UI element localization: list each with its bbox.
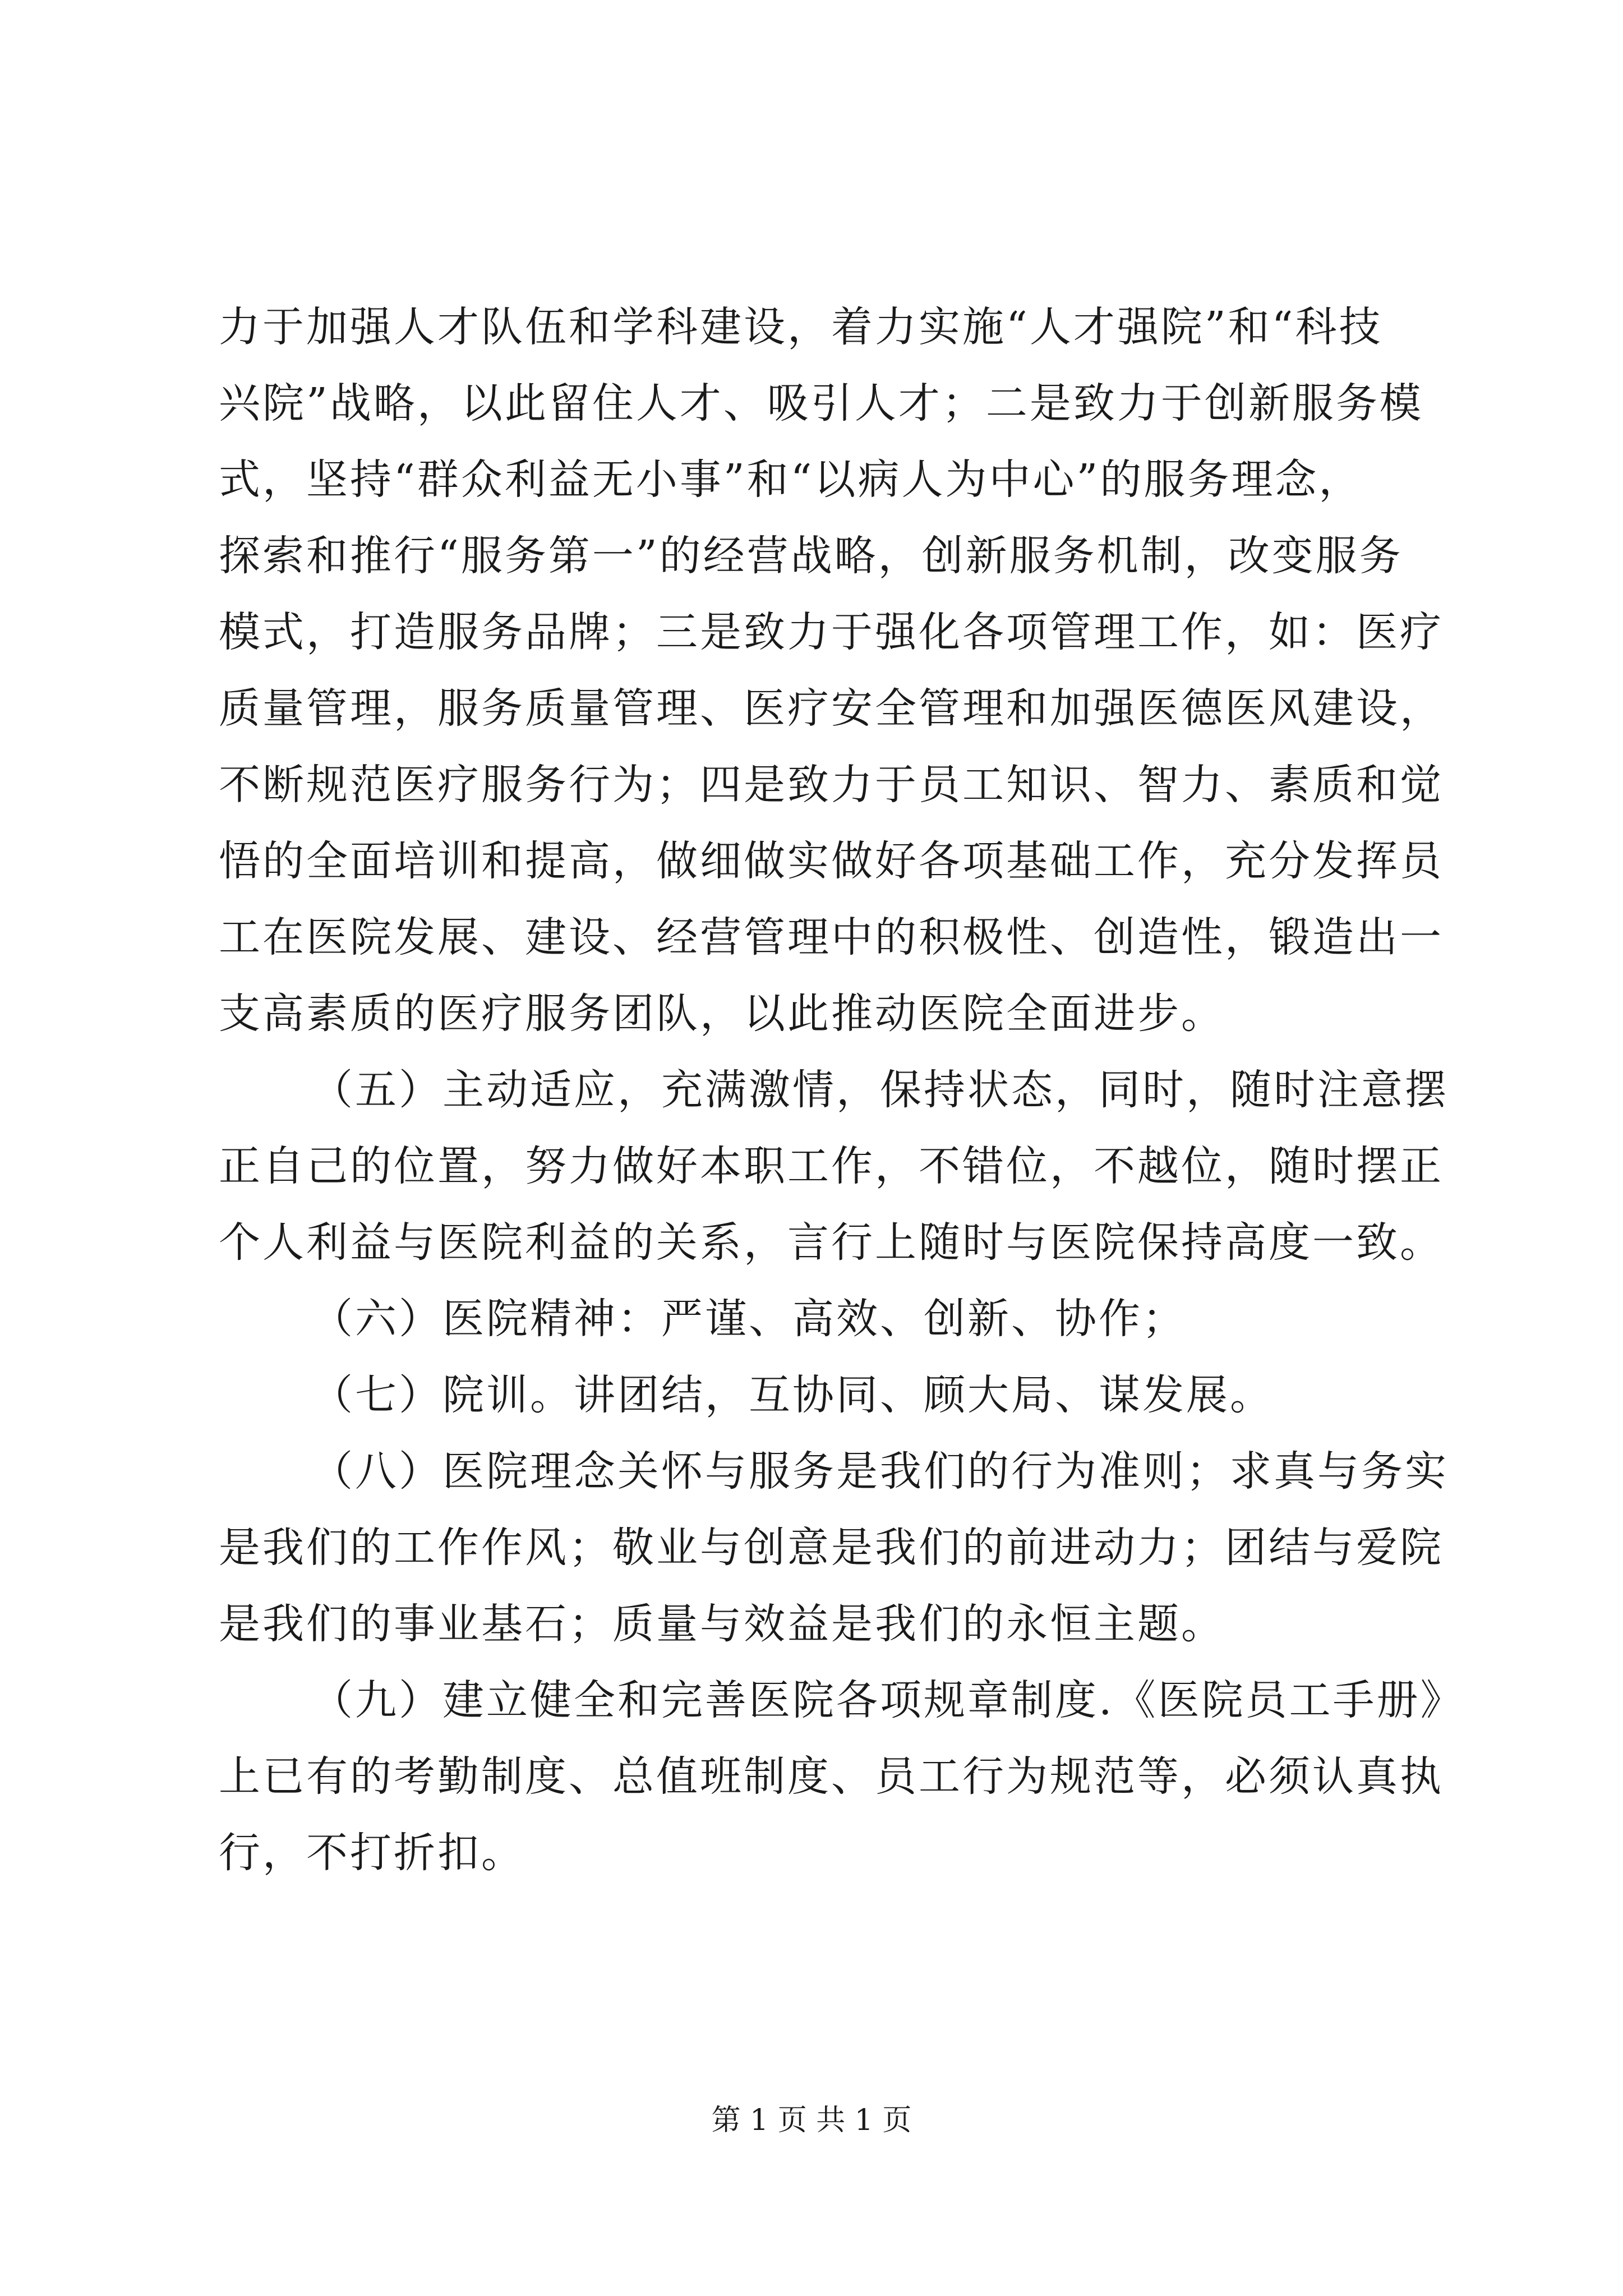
- text-line: 兴院”战略，以此留住人才、吸引人才；二是致力于创新服务模: [219, 379, 1423, 427]
- text-line: 行，不打折扣。: [219, 1829, 525, 1877]
- text-line: 探索和推行“服务第一”的经营战略，创新服务机制，改变服务: [219, 532, 1403, 580]
- text-line: （六）医院精神：严谨、高效、创新、协作；: [311, 1295, 1186, 1343]
- page-number-footer: 第 1 页 共 1 页: [711, 2104, 912, 2137]
- text-line: 正自己的位置，努力做好本职工作，不错位，不越位，随时摆正: [219, 1142, 1444, 1190]
- text-line: 是我们的工作作风；敬业与创意是我们的前进动力；团结与爱院: [219, 1524, 1444, 1572]
- text-line: 力于加强人才队伍和学科建设，着力实施“人才强院”和“科技: [219, 303, 1383, 351]
- text-line: 模式，打造服务品牌；三是致力于强化各项管理工作，如：医疗: [219, 608, 1444, 656]
- text-line: 不断规范医疗服务行为；四是致力于员工知识、智力、素质和觉: [219, 761, 1444, 809]
- text-line: （五）主动适应，充满激情，保持状态，同时，随时注意摆: [311, 1066, 1449, 1114]
- text-line: （七）院训。讲团结，互协同、顾大局、谋发展。: [311, 1371, 1274, 1419]
- text-line: 个人利益与医院利益的关系，言行上随时与医院保持高度一致。: [219, 1218, 1444, 1267]
- text-line: 支高素质的医疗服务团队，以此推动医院全面进步。: [219, 990, 1225, 1038]
- document-body: [219, 289, 1464, 1891]
- text-line: （九）建立健全和完善医院各项规章制度.《医院员工手册》: [311, 1676, 1464, 1724]
- text-line: 悟的全面培训和提高，做细做实做好各项基础工作，充分发挥员: [219, 837, 1444, 885]
- text-line: 上已有的考勤制度、总值班制度、员工行为规范等，必须认真执: [219, 1752, 1444, 1801]
- text-line: 式，坚持“群众利益无小事”和“以病人为中心”的服务理念，: [219, 455, 1363, 504]
- text-line: （八）医院理念关怀与服务是我们的行为准则；求真与务实: [311, 1447, 1449, 1496]
- text-line: 质量管理，服务质量管理、医疗安全管理和加强医德医风建设，: [219, 684, 1444, 733]
- text-line: 是我们的事业基石；质量与效益是我们的永恒主题。: [219, 1600, 1225, 1648]
- text-line: 工在医院发展、建设、经营管理中的积极性、创造性，锻造出一: [219, 913, 1444, 961]
